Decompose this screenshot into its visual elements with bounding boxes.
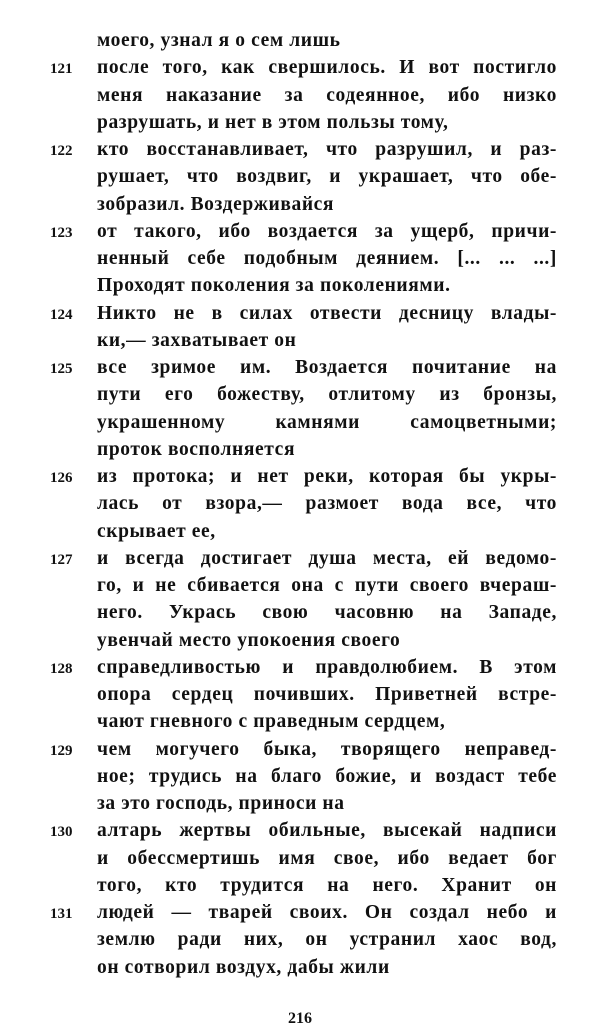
line-text: ное; трудись на благо божие, и воздаст тебе [97,765,557,787]
line-number: 127 [50,551,73,568]
line-text: зобразил. Воздерживайся [97,193,335,215]
line-text: Проходят поколения за поколениями. [97,275,451,297]
line-text: увенчай место упокоения своего [97,629,401,651]
line-text: после того, как свершилось. И вот постигло [97,57,557,79]
text-line [0,681,600,708]
line-text: людей — тварей своих. Он создал небо и [97,902,557,923]
line-text: моего, узнал я о сем лишь [97,30,341,51]
line-text: за это господь, приноси на [97,793,345,814]
line-text: и всегда достигает душа места, ей ведомо- [97,547,557,569]
line-text: из протока; и нет реки, которая бы укры- [97,466,557,487]
line-text: разрушать, и нет в этом пользы тому, [97,111,449,133]
line-text: ненный себе подобным деянием. [... ... ...] [97,248,557,269]
line-text: алтарь жертвы обильные, высекай надписи [97,820,557,842]
text-line [0,354,600,381]
text-line [0,518,600,545]
line-text: проток восполняется [97,438,296,460]
text-line [0,763,600,790]
text-line [0,899,600,926]
text-line [0,109,600,136]
text-line [0,436,600,463]
text-line [0,409,600,436]
text-line [0,191,600,218]
text-line [0,272,600,299]
line-number: 123 [50,224,73,241]
line-text: Никто не в силах отвести десницу влады- [97,302,557,324]
line-text: опора сердец почивших. Приветней встре- [97,684,557,705]
line-number: 125 [50,361,73,377]
page-number: 216 [288,1010,312,1027]
line-number: 129 [50,742,73,759]
text-line [0,82,600,109]
line-text: и обессмертишь имя свое, ибо ведает бог [97,847,557,869]
line-text: ки,— захватывает он [97,329,297,351]
line-number: 124 [50,306,73,323]
text-line [0,654,600,681]
text-line [0,845,600,872]
text-line [0,627,600,654]
line-number: 126 [50,470,73,486]
text-line [0,300,600,327]
line-text: го, и не сбивается она с пути своего вчераш- [97,575,557,596]
line-text: все зримое им. Воздается почитание на [97,357,557,378]
line-text: пути его божеству, отлитому из бронзы, [97,384,557,406]
text-line [0,381,600,408]
line-text: лась от взора,— размоет вода все, что [97,493,557,515]
text-line [0,245,600,272]
line-text: он сотворил воздух, дабы жили [97,956,390,978]
text-line [0,926,600,953]
text-line [0,136,600,163]
line-text: меня наказание за содеянное, ибо низко [97,84,557,106]
text-line [0,872,600,899]
text-line [0,736,600,763]
text-line [0,27,600,54]
line-text: землю ради них, он устранил хаос вод, [97,929,557,951]
text-line [0,817,600,844]
text-line [0,463,600,490]
text-line [0,954,600,981]
line-number: 121 [50,61,73,78]
text-line [0,599,600,626]
line-text: справедливостью и правдолюбием. В этом [97,656,557,678]
text-line [0,545,600,572]
line-text: него. Укрась свою часовню на Западе, [97,602,557,624]
line-number: 128 [50,660,73,677]
text-line [0,490,600,517]
line-text: того, кто трудится на него. Хранит он [97,874,557,896]
line-text: от такого, ибо воздается за ущерб, причи- [97,220,557,242]
line-number: 130 [50,824,73,841]
text-line [0,572,600,599]
line-number: 131 [50,906,73,922]
text-line [0,163,600,190]
line-text: скрывает ее, [97,520,216,542]
text-line [0,218,600,245]
line-number: 122 [50,143,73,159]
line-text: чем могучего быка, творящего неправед- [97,738,557,760]
line-text: рушает, что воздвиг, и украшает, что обе- [97,166,557,188]
text-line [0,790,600,817]
text-body [0,27,600,981]
text-line [0,708,600,735]
line-text: кто восстанавливает, что разрушил, и раз- [97,139,557,160]
text-line [0,54,600,81]
line-text: чают гневного с праведным сердцем, [97,711,446,733]
text-line [0,327,600,354]
line-text: украшенному камнями самоцветными; [97,411,557,433]
